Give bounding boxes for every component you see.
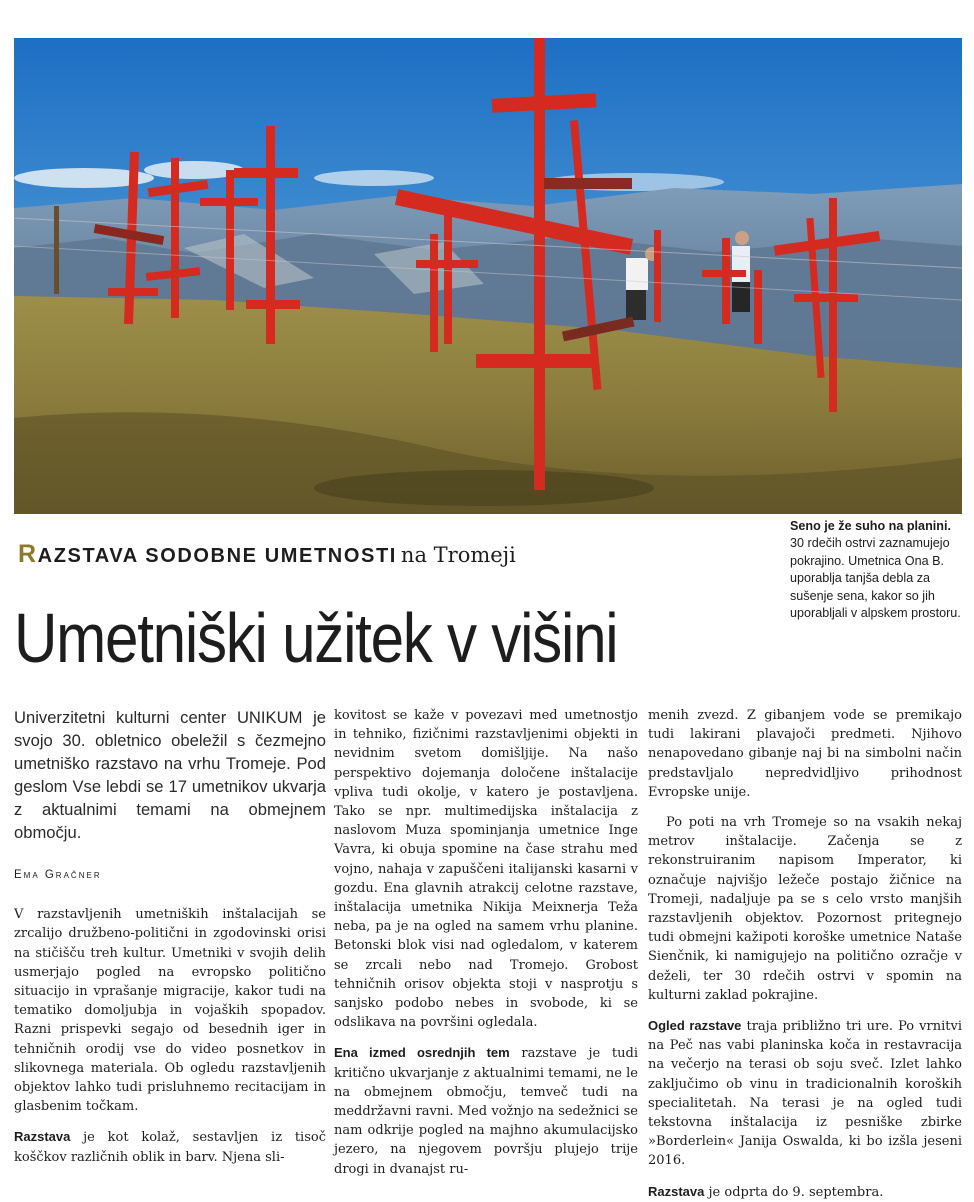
paragraph: kovitost se kaže v povezavi med umetnostjo in tehniko, fizičnimi razstavljenimi objekti in nevidnim svetom domišljije. Na našo perspektivo dojemanja določene inštalacije vpliva tudi okolje, v katero je postavljena. Tako se npr. multimedijska inštalacija z naslovom Muza spominjanja umetnice Inge Vavra, ki obuja spomine na čase strahu med vojno, nahaja v zapuščeni italijanski kasarni v gozdu. Ena glavnih atrakcij celotne razstave, inštalacija umetnika Nikija Meixnerja Teža neba, pa je na ogled na samem vrhu planine. Betonski blok visi nad ogledalom, v katerem se zrcali nebo nad Tromejo. Grobost tehničnih orisov objekta stoji v nasprotju s sanjsko podobo nebes in svobode, ki se odslikava na površini ogledala. [334, 708, 638, 1031]
section-kicker [18, 540, 778, 569]
paragraph-lead-bold: Razstava [14, 1129, 71, 1145]
kicker-rest: na Tromeji [400, 543, 516, 567]
headline: Umetniški užitek v višini [14, 599, 618, 677]
column-2 [334, 706, 638, 1179]
author-byline: Ema Gračner [14, 869, 102, 881]
kicker-initial: R [18, 540, 38, 568]
paragraph-text: je kot kolaž, sestavljen iz tisoč koščkov različnih oblik in barv. Njena sli- [14, 1130, 326, 1165]
paragraph [648, 1182, 962, 1202]
paragraph-text: razstave je tudi kritično ukvarjanje z aktualnimi temami, ne le na obmejnem območju, temveč tudi na meddržavni ravni. Med vožnjo na sedežnici se nam odkrije pogled na majhno akumulacijsko jezero, na njegovem površju plujejo trije drogi in dvanajst ru- [334, 1046, 638, 1177]
paragraph: Po poti na vrh Tromeje so na vsakih nekaj metrov inštalacije. Začenja se z rekonstruiranim napisom Imperator, ki označuje najvišjo ležeče postajo žičnice na Tromeji, nadaljuje pa se s celo vrsto manjših razstavljenih objektov. Pozornost pritegnejo tudi obmejni kažipoti koroške umetnice Nataše Sienčnik, ki namigujejo na politično ozračje v deželi, ter 30 rdečih ostrvi v spomin na kulturni zaklad pokrajine. [648, 815, 962, 1003]
paragraph [648, 1016, 962, 1171]
paragraph-lead-bold: Ogled razstave [648, 1018, 742, 1034]
paragraph: V razstavljenih umetniških inštalacijah se zrcalijo družbeno-politični in zgodovinski orisi na stičišču treh kultur. Umetniki v svojih delih usmerjajo pogled na evropsko politično situacijo in vprašanje migracije, kakor tudi na tematiko domoljubja in vojaških spopadov. Razni prispevki segajo od besednih iger in tehničnih orodij vse do video posnetkov in slikovnega materiala. Ob ogledu razstavljenih objektov lahko tudi prisluhnemo recitacijam in glasbenim točkam. [14, 907, 326, 1115]
lead-paragraph: Univerzitetni kulturni center UNIKUM je svojo 30. obletnico obeležil s čezmejno umetniško razstavo na vrhu Tromeje. Pod geslom Vse lebdi se 17 umetnikov ukvarja z aktualnimi temami na obmejnem območju. [14, 708, 326, 842]
caption-title: Seno je že suho na planini. [790, 519, 951, 533]
paragraph [334, 1043, 638, 1178]
paragraph: menih zvezd. Z gibanjem vode se premikajo tudi lakirani plavajoči predmeti. Njihovo nenapovedano gibanje naj bi na simbolni način predstavljalo nepredvidljivo prihodnost Evropske unije. [648, 708, 962, 800]
column-1 [14, 706, 326, 1167]
caption-text: 30 rdečih ostrvi zaznamujejo pokrajino. Umetnica Ona B. uporablja tanjša debla za sušenje sena, kakor so jih uporabljali v alpskem prostoru. [790, 536, 961, 621]
paragraph-lead-bold: Razstava [648, 1183, 705, 1199]
paragraph [14, 1127, 326, 1166]
kicker-caps: AZSTAVA SODOBNE UMETNOSTI [37, 545, 397, 567]
paragraph-text: traja približno tri ure. Po vrnitvi na Peč nas vabi planinska koča in restavracija na večerjo na terasi ob soju sveč. Izlet lahko zaključimo ob vinu in tradicionalnih koroških specialitetah. Na terasi je na ogled tudi tekstovna inštalacija iz pesniške zbirke »Borderlein« Janija Oswalda, ki bo izšla jeseni 2016. [648, 1019, 962, 1169]
art-installation-photo [14, 38, 962, 514]
paragraph-lead-bold: Ena izmed osrednjih tem [334, 1045, 510, 1061]
paragraph-text: je odprta do 9. septembra. [704, 1184, 884, 1200]
photo-caption [790, 518, 966, 622]
column-3 [648, 706, 962, 1202]
